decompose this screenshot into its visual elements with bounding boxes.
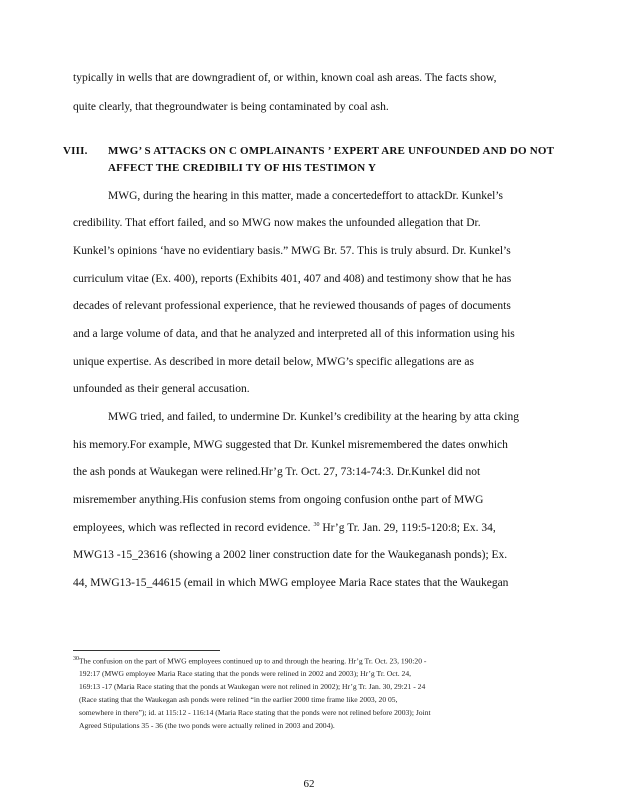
footnote-separator (73, 650, 220, 651)
body-line: and a large volume of data, and that he analyzed and interpreted all of this information using his (73, 328, 515, 340)
footnote-line: somewhere in there”); id. at 115:12 - 116:14 (Maria Race stating that the ponds were not relined before 2003); Joint (79, 708, 431, 717)
body-line: the ash ponds at Waukegan were relined.Hr’g Tr. Oct. 27, 73:14-74:3. Dr.Kunkel did not (73, 466, 481, 478)
body-line: quite clearly, that thegroundwater is being contaminated by coal ash. (73, 101, 389, 113)
footnote-line: Agreed Stipulations 35 - 36 (the two ponds were actually relined in 2003 and 2004). (79, 721, 335, 730)
footnote-number: 30 (73, 656, 79, 662)
body-line: unique expertise. As described in more detail below, MWG’s specific allegations are as (73, 356, 474, 368)
footnote-line: 192:17 (MWG employee Maria Race stating that the ponds were relined in 2002 and 2003); Hr’g Tr. Oct. 24, (79, 669, 412, 678)
body-line: decades of relevant professional experience, that he reviewed thousands of pages of documents (73, 300, 511, 312)
footnote-line: 169:13 -17 (Maria Race stating that the ponds at Waukegan were not relined in 2002); Hr’g Tr. Jan. 30, 29:21 - 24 (79, 682, 426, 691)
body-line: MWG13 -15_23616 (showing a 2002 liner construction date for the Waukeganash ponds); Ex. (73, 549, 508, 561)
footnote-line: (Race stating that the Waukegan ash ponds were relined “in the earlier 2000 time frame like 2003, 20 05, (79, 695, 398, 704)
body-line: unfounded as their general accusation. (73, 383, 250, 395)
page-number: 62 (303, 778, 315, 790)
footnote-line (73, 656, 426, 666)
body-line-with-footnote (73, 522, 496, 534)
section-heading-line: MWG’ S ATTACKS ON C OMPLAINANTS ’ EXPERT ARE UNFOUNDED AND DO NOT (108, 145, 555, 157)
body-line: Kunkel’s opinions ‘have no evidentiary basis.” MWG Br. 57. This is truly absurd. Dr. Kunkel’s (73, 245, 511, 257)
section-number: VIII. (63, 145, 88, 157)
body-line: misremember anything.His confusion stems from ongoing confusion onthe part of MWG (73, 494, 484, 506)
body-line: MWG, during the hearing in this matter, made a concertedeffort to attackDr. Kunkel’s (108, 190, 503, 202)
section-heading-line: AFFECT THE CREDIBILI TY OF HIS TESTIMON Y (108, 162, 377, 174)
body-line: credibility. That effort failed, and so MWG now makes the unfounded allegation that Dr. (73, 217, 481, 229)
body-line: MWG tried, and failed, to undermine Dr. Kunkel’s credibility at the hearing by atta cking (108, 411, 520, 423)
footnote-text: The confusion on the part of MWG employees continued up to and through the hearing. Hr’g Tr. Oct. 23, 190:20 - (79, 656, 427, 666)
body-text: employees, which was reflected in record evidence. (73, 522, 311, 534)
body-line: 44, MWG13-15_44615 (email in which MWG employee Maria Race states that the Waukegan (73, 577, 509, 589)
body-line: curriculum vitae (Ex. 400), reports (Exhibits 401, 407 and 408) and testimony show that he has (73, 273, 512, 285)
body-text: Hr’g Tr. Jan. 29, 119:5-120:8; Ex. 34, (322, 522, 496, 534)
body-line: typically in wells that are downgradient of, or within, known coal ash areas. The facts show, (73, 72, 497, 84)
body-line: his memory.For example, MWG suggested that Dr. Kunkel misremembered the dates onwhich (73, 439, 508, 451)
footnote-reference[interactable]: 30 (313, 522, 320, 529)
